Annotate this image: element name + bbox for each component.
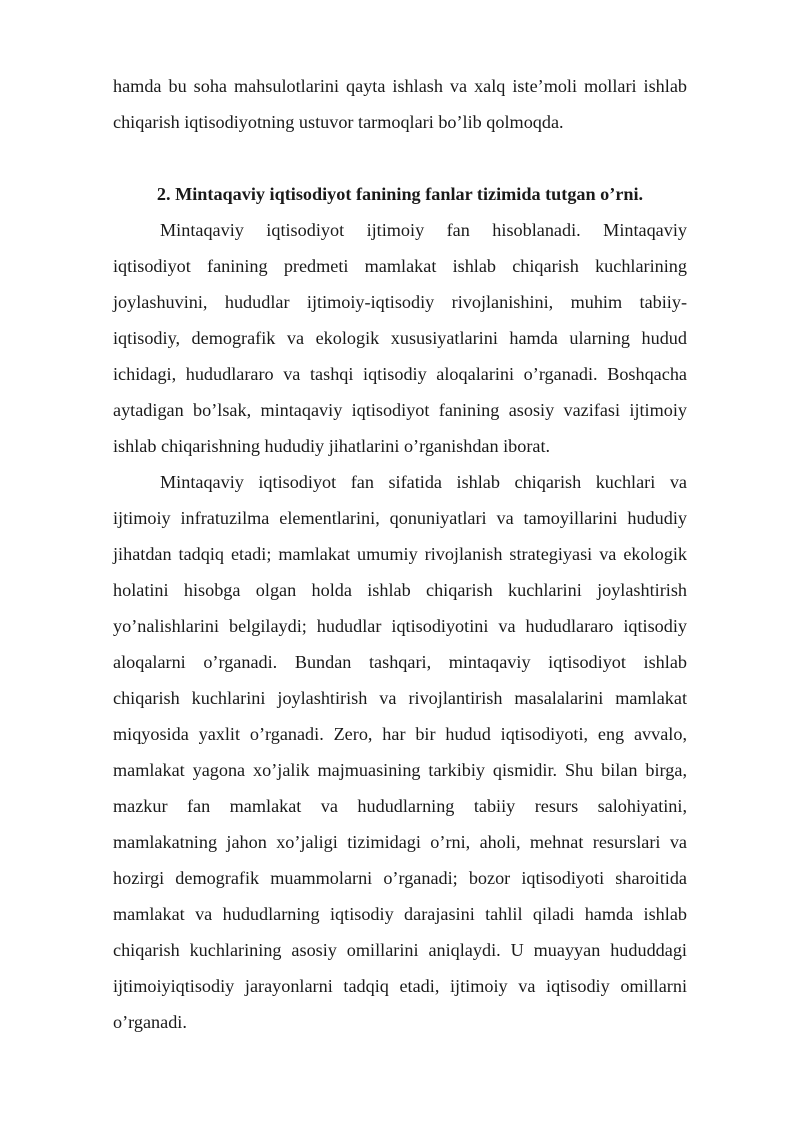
text-line: ijtimoiyiqtisodiy jarayonlarni tadqiq etadi, ijtimoiy va iqtisodiy omillarni — [113, 976, 687, 996]
text-line: chiqarish kuchlarining asosiy omillarini aniqlaydi. U muayyan hududdagi — [113, 940, 687, 960]
text-line: ichidagi, hududlararo va tashqi iqtisodiy aloqalarini o’rganadi. Boshqacha — [113, 364, 687, 384]
text-line: Mintaqaviy iqtisodiyot fan sifatida ishlab chiqarish kuchlari va — [160, 472, 687, 492]
text-line: chiqarish kuchlarini joylashtirish va rivojlantirish masalalarini mamlakat — [113, 688, 687, 708]
text-line: aloqalarni o’rganadi. Bundan tashqari, mintaqaviy iqtisodiyot ishlab — [113, 652, 687, 672]
text-line: mamlakat yagona xo’jalik majmuasining tarkibiy qismidir. Shu bilan birga, — [113, 760, 687, 780]
text-line: aytadigan bo’lsak, mintaqaviy iqtisodiyot fanining asosiy vazifasi ijtimoiy — [113, 400, 687, 420]
text-line: miqyosida yaxlit o’rganadi. Zero, har bir hudud iqtisodiyoti, eng avvalo, — [113, 724, 687, 744]
document-page — [113, 68, 687, 1040]
text-line: iqtisodiy, demografik va ekologik xususiyatlarini hamda ularning hudud — [113, 328, 687, 348]
spacer — [113, 140, 687, 176]
text-line: o’rganadi. — [113, 1012, 187, 1032]
text-line: joylashuvini, hududlar ijtimoiy-iqtisodiy rivojlanishini, muhim tabiiy- — [113, 292, 687, 312]
paragraph-2 — [113, 464, 687, 1040]
text-line: Mintaqaviy iqtisodiyot ijtimoiy fan hisoblanadi. Mintaqaviy — [160, 220, 687, 240]
intro-paragraph — [113, 68, 687, 140]
text-line: hamda bu soha mahsulotlarini qayta ishlash va xalq iste’moli mollari ishlab — [113, 76, 687, 96]
paragraph-1 — [113, 212, 687, 464]
text-line: mamlakatning jahon xo’jaligi tizimidagi o’rni, aholi, mehnat resurslari va — [113, 832, 687, 852]
text-line: holatini hisobga olgan holda ishlab chiqarish kuchlarini joylashtirish — [113, 580, 687, 600]
text-line: iqtisodiyot fanining predmeti mamlakat ishlab chiqarish kuchlarining — [113, 256, 687, 276]
text-line: ijtimoiy infratuzilma elementlarini, qonuniyatlari va tamoyillarini hududiy — [113, 508, 687, 528]
text-line: hozirgi demografik muammolarni o’rganadi; bozor iqtisodiyoti sharoitida — [113, 868, 687, 888]
text-line: chiqarish iqtisodiyotning ustuvor tarmoqlari bo’lib qolmoqda. — [113, 112, 564, 132]
text-line: ishlab chiqarishning hududiy jihatlarini o’rganishdan iborat. — [113, 436, 551, 456]
text-line: jihatdan tadqiq etadi; mamlakat umumiy rivojlanish strategiyasi va ekologik — [113, 544, 687, 564]
section-heading: 2. Mintaqaviy iqtisodiyot fanining fanlar tizimida tutgan o’rni. — [156, 184, 644, 204]
text-line: yo’nalishlarini belgilaydi; hududlar iqtisodiyotini va hududlararo iqtisodiy — [113, 616, 687, 636]
text-line: mamlakat va hududlarning iqtisodiy darajasini tahlil qiladi hamda ishlab — [113, 904, 687, 924]
text-line: mazkur fan mamlakat va hududlarning tabiiy resurs salohiyatini, — [113, 796, 687, 816]
